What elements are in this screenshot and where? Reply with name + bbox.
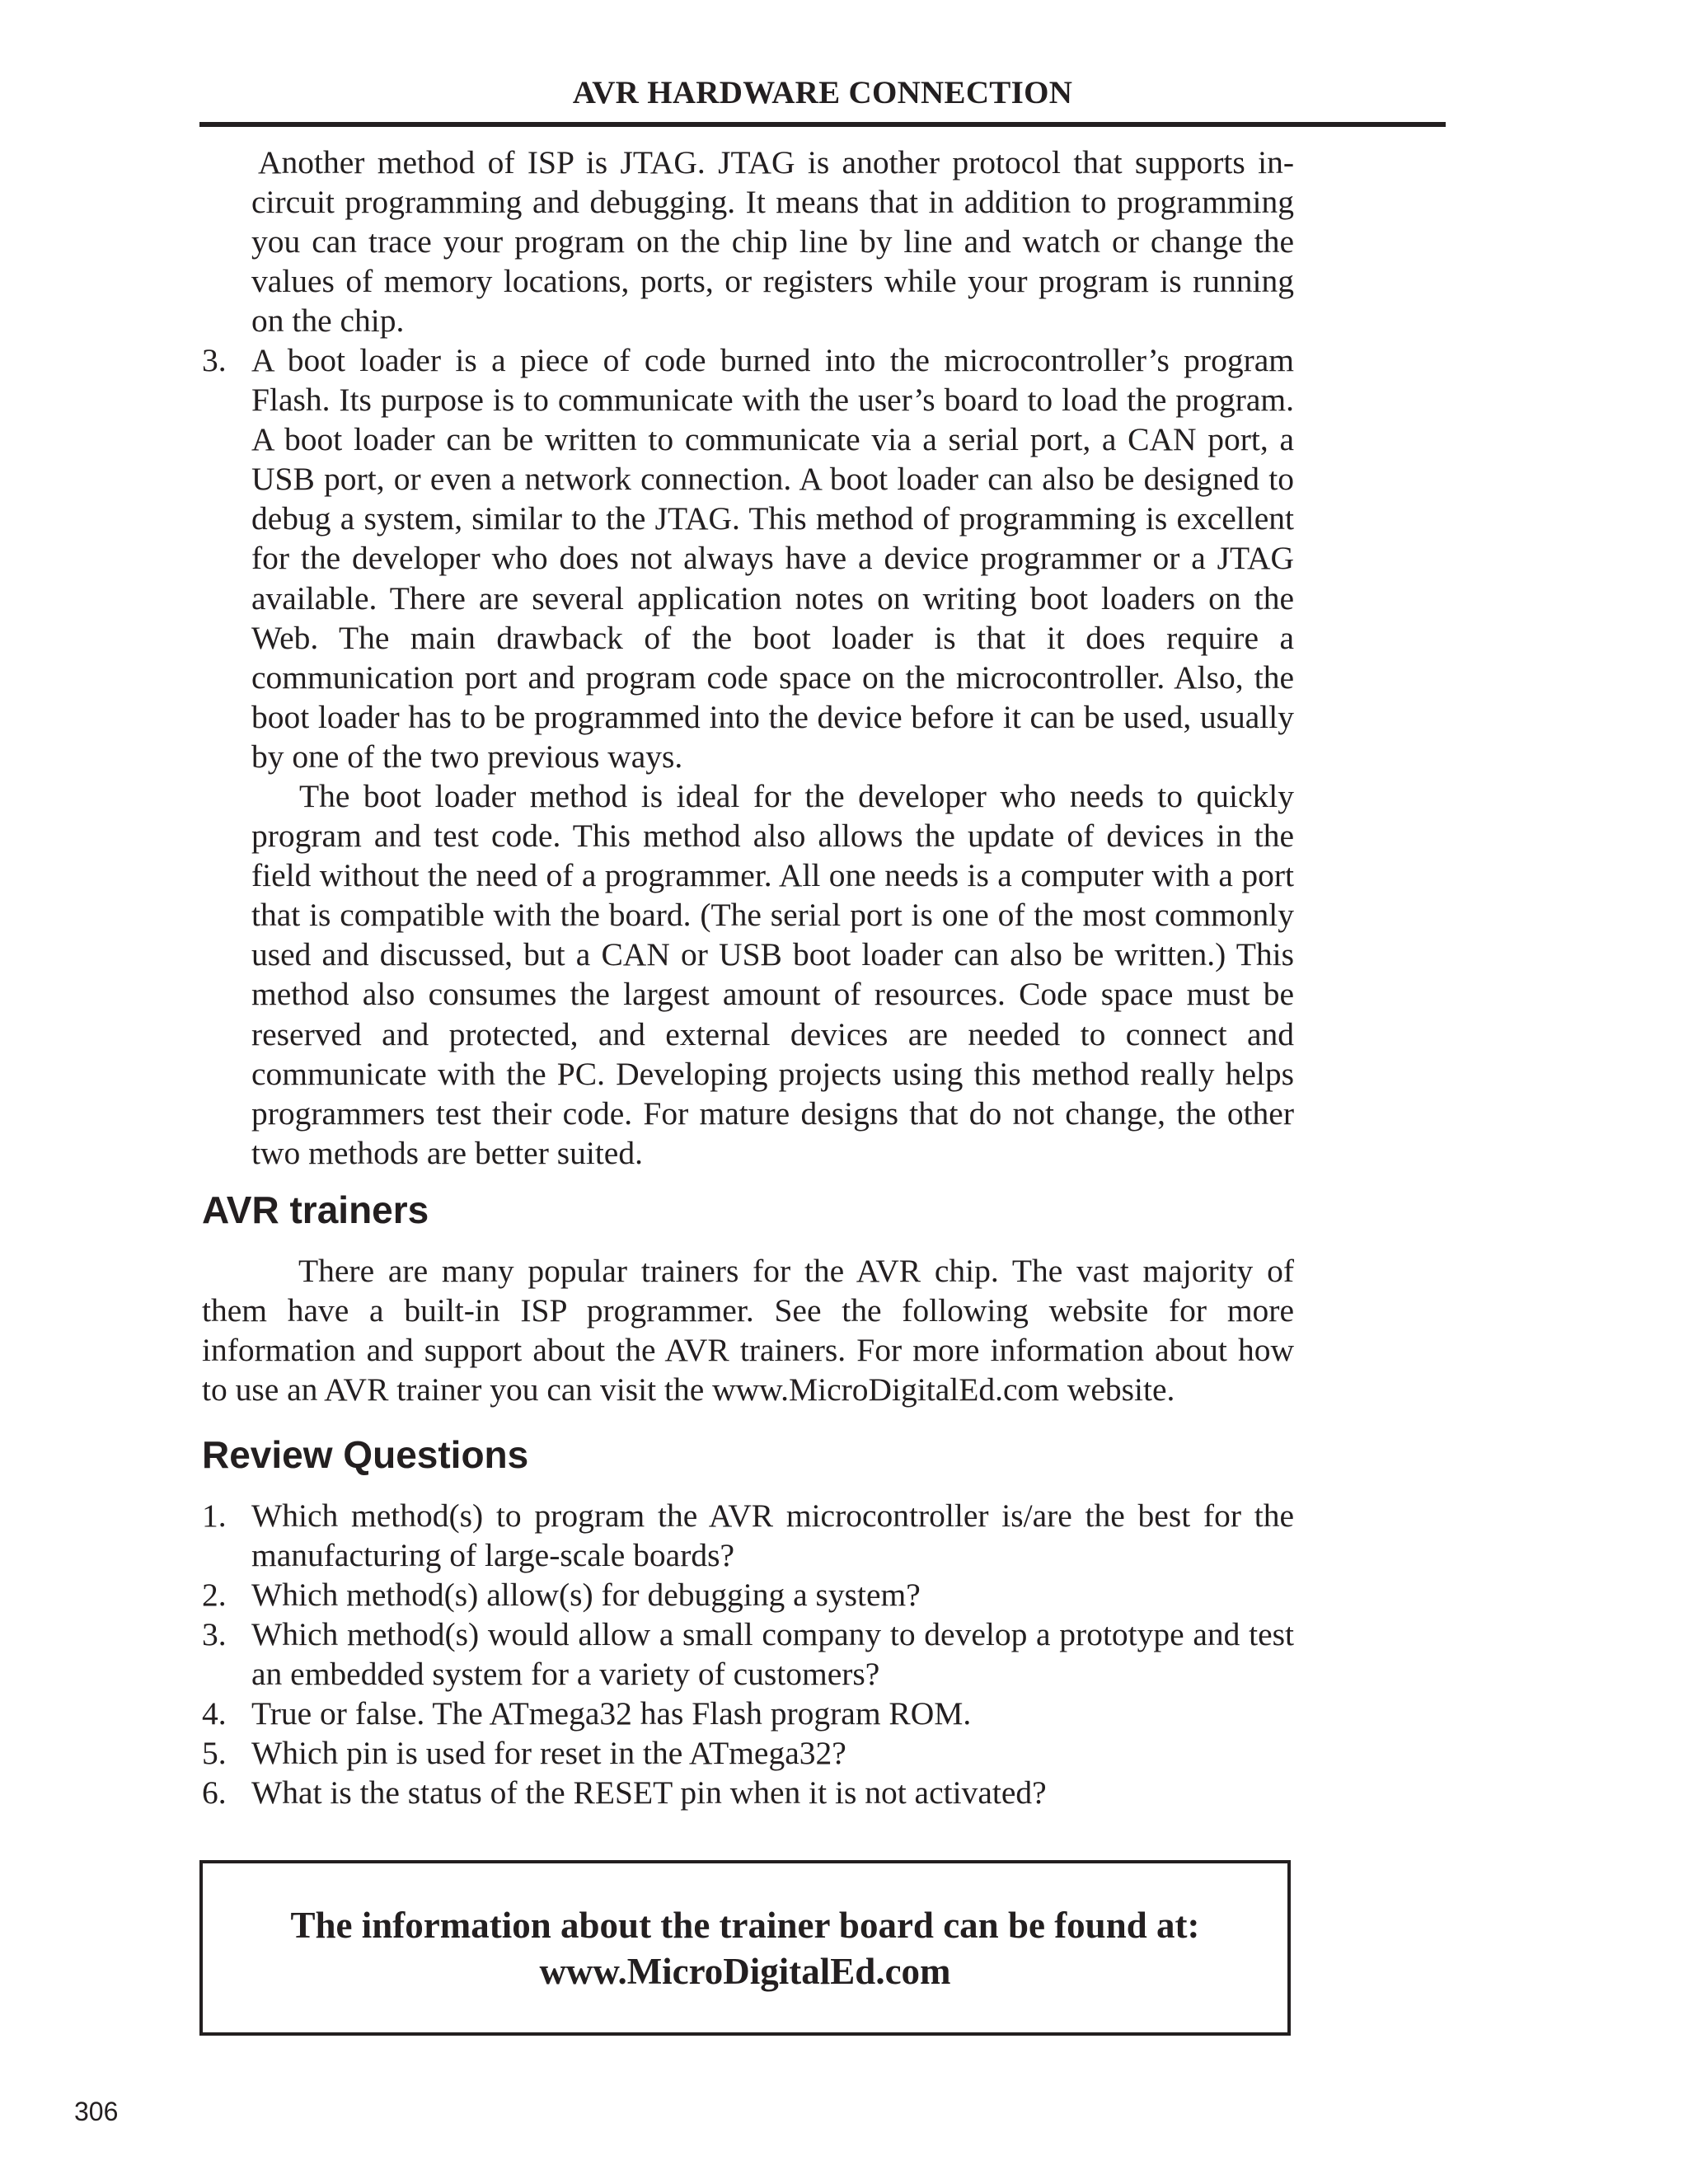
header-rule: [199, 122, 1446, 127]
question-5-number: 5.: [202, 1735, 227, 1771]
question-6: What is the status of the RESET pin when it is not activated?: [251, 1774, 1047, 1811]
question-1-number: 1.: [202, 1497, 227, 1534]
question-2-number: 2.: [202, 1577, 227, 1613]
question-4: True or false. The ATmega32 has Flash program ROM.: [251, 1695, 972, 1732]
review-questions-heading: Review Questions: [202, 1433, 529, 1476]
jtag-paragraph: Another method of ISP is JTAG. JTAG is another protocol that supports in-circuit programming and debugging. It means that in addition to programming you can trace your program on the chip line by line and watch or change the values of memory locations, ports, or registers while your program is running on the chip.: [251, 144, 1294, 340]
trainers-paragraph: There are many popular trainers for the AVR chip. The vast majority of them have a built-in ISP programmer. See the following website for more information and support about the AVR trainers. For more information about how to use an AVR trainer you can visit the www.MicroDigitalEd.com website.: [202, 1253, 1294, 1408]
question-6-number: 6.: [202, 1774, 227, 1811]
trainers-heading: AVR trainers: [202, 1188, 429, 1231]
running-head: AVR HARDWARE CONNECTION: [572, 75, 1073, 110]
page-number: 306: [74, 2097, 119, 2126]
question-5: Which pin is used for reset in the ATmega32?: [251, 1735, 846, 1771]
question-2: Which method(s) allow(s) for debugging a system?: [251, 1577, 921, 1613]
question-3: Which method(s) would allow a small company to develop a prototype and test an embedded system for a variety of customers?: [251, 1616, 1294, 1693]
info-box-line-1: The information about the trainer board can be found at:: [290, 1904, 1200, 1946]
trainer-info-box: [199, 1860, 1291, 2036]
item-3-continuation: The boot loader method is ideal for the developer who needs to quickly program and test code. This method also allows the update of devices in the field without the need of a programmer. All one needs is a computer with a port that is compatible with the board. (The serial port is one of the most commonly used and discussed, but a CAN or USB boot loader can also be written.) This method also consumes the largest amount of resources. Code space must be reserved and protected, and external devices are needed to connect and communicate with the PC. Developing projects using this method really helps programmers test their code. For mature designs that do not change, the other two methods are better suited.: [251, 778, 1294, 1171]
item-3-text: A boot loader is a piece of code burned into the microcontroller’s program Flash. Its purpose is to communicate with the user’s board to load the program. A boot loader can be written to communicate via a serial port, a CAN port, a USB port, or even a network connection. A boot loader can also be designed to debug a system, similar to the JTAG. This method of programming is excellent for the developer who does not always have a device programmer or a JTAG available. There are several application notes on writing boot loaders on the Web. The main drawback of the boot loader is that it does require a communication port and program code space on the microcontroller. Also, the boot loader has to be programmed into the device before it can be used, usually by one of the two previous ways.: [251, 342, 1294, 775]
question-4-number: 4.: [202, 1695, 227, 1732]
info-box-website: www.MicroDigitalEd.com: [539, 1950, 951, 1992]
question-3-number: 3.: [202, 1616, 227, 1652]
question-1: Which method(s) to program the AVR microcontroller is/are the best for the manufacturing of large-scale boards?: [251, 1497, 1294, 1574]
item-3-number: 3.: [202, 342, 227, 378]
